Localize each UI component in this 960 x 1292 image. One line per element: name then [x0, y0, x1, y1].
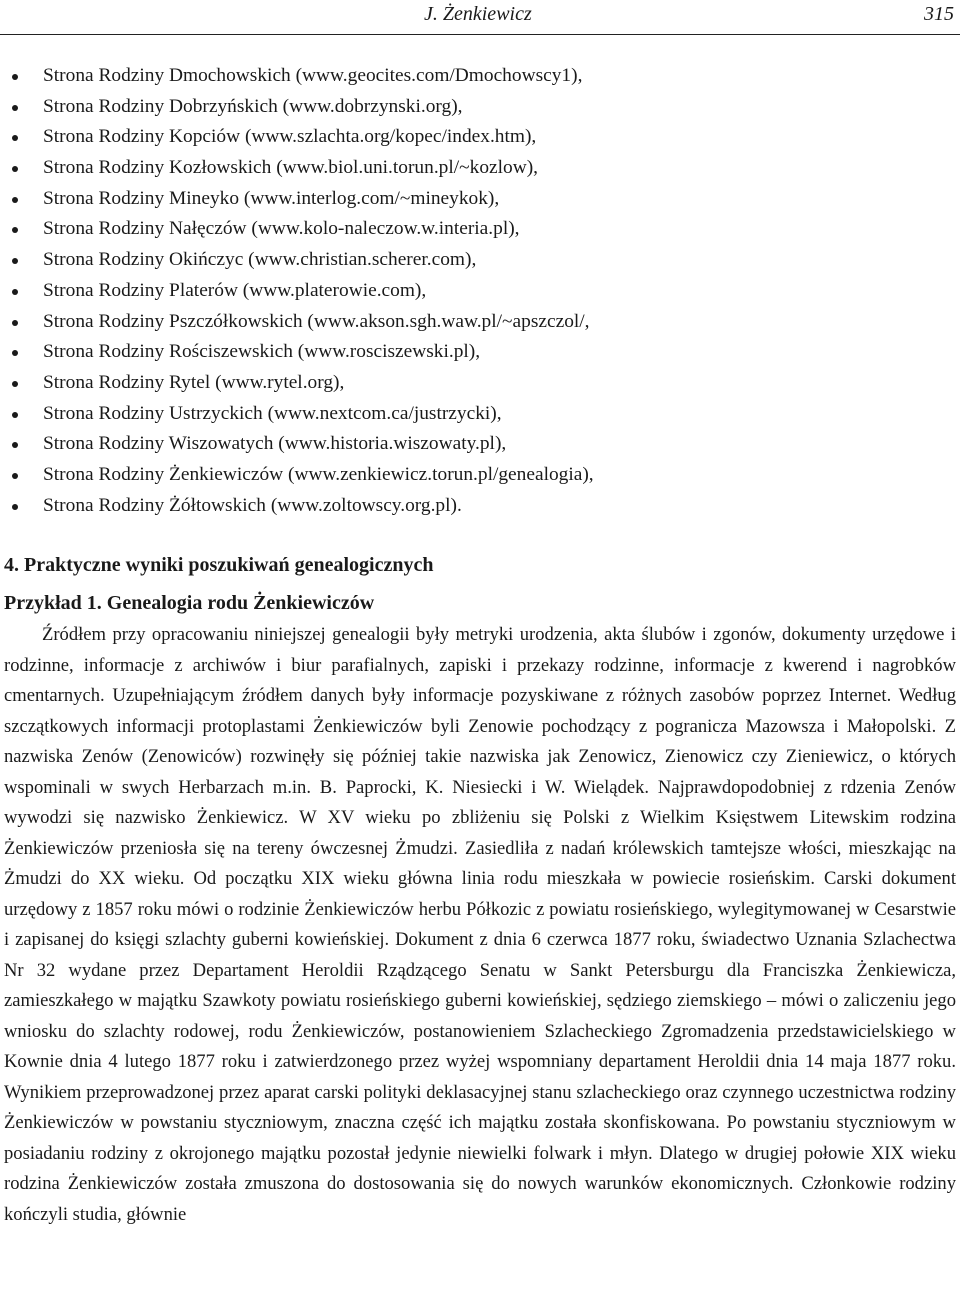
list-item: [0, 307, 960, 338]
running-head-author: J. Żenkiewicz: [424, 3, 532, 25]
list-item: [0, 460, 960, 491]
list-item-text: Strona Rodziny Żółtowskich (www.zoltowscy.org.pl).: [43, 494, 462, 516]
list-item-text: Strona Rodziny Platerów (www.platerowie.com),: [43, 279, 427, 301]
list-item: [0, 92, 960, 123]
list-item: [0, 491, 960, 522]
list-item: [0, 337, 960, 368]
bullet-icon: [12, 412, 18, 418]
bullet-icon: [12, 135, 18, 141]
list-item-text: Strona Rodziny Nałęczów (www.kolo-naleczow.w.interia.pl),: [43, 218, 520, 240]
bullet-icon: [12, 197, 18, 203]
list-item-text: Strona Rodziny Dmochowskich (www.geocites.com/Dmochowscy1),: [43, 65, 583, 86]
bullet-icon: [12, 320, 18, 326]
list-item-text: Strona Rodziny Żenkiewiczów (www.zenkiewicz.torun.pl/genealogia),: [43, 463, 594, 485]
bullet-icon: [12, 381, 18, 387]
bullet-icon: [12, 258, 18, 264]
bullet-icon: [12, 289, 18, 295]
list-item-text: Strona Rodziny Pszczółkowskich (www.akson.sgh.waw.pl/~apszczol/,: [43, 310, 590, 332]
list-item-text: Strona Rodziny Rytel (www.rytel.org),: [43, 371, 345, 393]
list-item-text: Strona Rodziny Ustrzyckich (www.nextcom.ca/justrzycki),: [43, 402, 502, 424]
body-paragraph: Źródłem przy opracowaniu niniejszej genealogii były metryki urodzenia, akta ślubów i zgonów, dokumenty urzędowe i rodzinne, informacje z archiwów i biur parafialnych, zapiski i przekazy rodzinne, informacje z kwerend i nagrobków cmentarnych. Uzupełniającym źródłem danych były informacje pozyskiwane z różnych zasobów poprzez Internet. Według szczątkowych informacji protoplastami Żenkiewiczów byli Zenowie pochodzący z pogranicza Mazowsza i Małopolski. Z nazwiska Zenów (Zenowiców) rozwinęły się później takie nazwiska jak Zenowicz, Zienowicz czy Zieniewicz, o których wspominali w swych Herbarzach m.in. B. Paprocki, K. Niesiecki i W. Wielądek. Najprawdopodobniej z rdzenia Zenów wywodzi się nazwisko Żenkiewicz. W XV wieku po zbliżeniu się Polski z Wielkim Księstwem Litewskim rodzina Żenkiewiczów przeniosła się na tereny ówczesnej Żmudzi. Zasiedliła z nadań królewskich tamtejsze włości, mieszkając na Żmudzi do XX wieku. Od początku XIX wieku główna linia rodu mieszkała w powiecie rosieńskim. Carski dokument urzędowy z 1857 roku mówi o rodzinie Żenkiewiczów herbu Półkozic z powiatu rosieńskiego, wylegitymowanej w Cesarstwie i zapisanej do księgi szlachty guberni kowieńskiej. Dokument z dnia 6 czerwca 1877 roku, świadectwo Uznania Szlachectwa Nr 32 wydane przez Departament Heroldii Rządzącego Senatu w Sankt Petersburgu dla Franciszka Żenkiewicza, zamieszkałego w majątku Szawkoty powiatu rosieńskiego guberni kowieńskiej, sędziego ziemskiego – mówi o zaliczeniu jego wniosku do szlachty rodowej, rodu Żenkiewiczów, postanowieniem Szlacheckiego Zgromadzenia przedstawicielskiego w Kownie dnia 4 lutego 1877 roku i zatwierdzonego przez wyżej wspomniany departament Heroldii dnia 14 maja 1877 roku. Wynikiem przeprowadzonej przez aparat carski polityki deklasacyjnej stanu szlacheckiego oraz czynnego uczestnictwa rodziny Żenkiewiczów w powstaniu styczniowym, znaczna część ich majątku została skonfiskowana. Po powstaniu styczniowym w posiadaniu rodziny z okrojonego majątku pozostał jedynie niewielki folwark i młyn. Dlatego w drugiej połowie XIX wieku rodzina Żenkiewiczów została zmuszona do dostosowania się do nowych warunków ekonomicznych. Członkowie rodziny kończyli studia, głównie: [4, 624, 956, 1225]
list-item: [0, 429, 960, 460]
page-number: 315: [924, 3, 954, 25]
list-item: [0, 153, 960, 184]
bullet-icon: [12, 166, 18, 172]
list-item: [0, 184, 960, 215]
list-item: [0, 214, 960, 245]
list-item-text: Strona Rodziny Kopciów (www.szlachta.org/kopec/index.htm),: [43, 126, 537, 148]
bullet-icon: [12, 74, 18, 80]
bullet-icon: [12, 350, 18, 356]
list-item: [0, 245, 960, 276]
bullet-icon: [12, 442, 18, 448]
example-heading: Przykład 1. Genealogia rodu Żenkiewiczów: [4, 592, 375, 614]
section-heading: 4. Praktyczne wyniki poszukiwań genealogicznych: [4, 554, 434, 576]
list-item-text: Strona Rodziny Okińczyc (www.christian.scherer.com),: [43, 249, 477, 271]
bullet-icon: [12, 504, 18, 510]
bullet-icon: [12, 105, 18, 111]
list-item: [0, 61, 960, 92]
list-item-text: Strona Rodziny Mineyko (www.interlog.com/~mineykok),: [43, 187, 500, 209]
family-sites-list: [0, 61, 960, 521]
page-header: [0, 0, 960, 35]
bullet-icon: [12, 227, 18, 233]
list-item-text: Strona Rodziny Dobrzyńskich (www.dobrzynski.org),: [43, 95, 463, 117]
list-item-text: Strona Rodziny Rościszewskich (www.rosciszewski.pl),: [43, 341, 481, 363]
list-item-text: Strona Rodziny Wiszowatych (www.historia.wiszowaty.pl),: [43, 433, 507, 455]
list-item: [0, 368, 960, 399]
list-item: [0, 276, 960, 307]
list-item: [0, 122, 960, 153]
bullet-icon: [12, 473, 18, 479]
list-item-text: Strona Rodziny Kozłowskich (www.biol.uni.torun.pl/~kozlow),: [43, 157, 539, 179]
list-item: [0, 399, 960, 430]
